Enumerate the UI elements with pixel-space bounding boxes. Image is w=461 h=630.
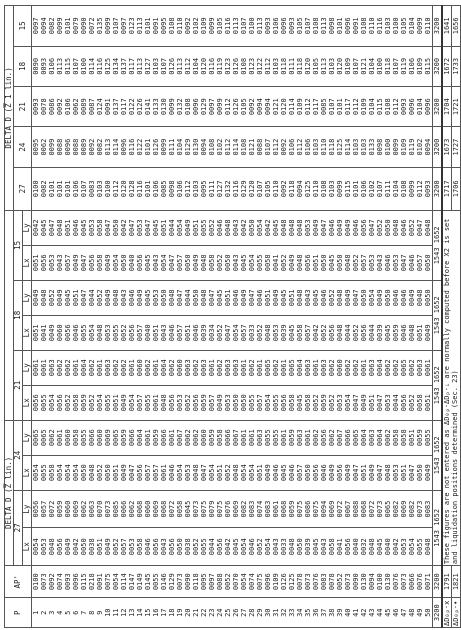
total-d15: 3200 xyxy=(433,6,443,47)
header-lx: Lx xyxy=(23,455,32,490)
bottom-d21-b: 1721 xyxy=(452,87,461,127)
total-l15: 1543 1652 xyxy=(433,210,443,280)
header-lx: Lx xyxy=(23,245,32,280)
header-21: 21 xyxy=(14,350,23,420)
row-label-dot: ΔD₀ₚ·• xyxy=(452,598,461,628)
col-l27x: 0054 0053 0048 0056 0049 0042 0050 0038 0051 0049 0052 0057 0053 0058 0046 0056 0043 0056 0050 0038 0052 0055 0044 0056 0042 0045 0054 0046 0052 0054 0043 0033 0048 0050 0039 0045 0043 0058 0041 0056 0040 0032 0048 0045 0040 0042 0053 0054 0055 0048 xyxy=(32,528,433,566)
col-ap: 0100 0073 0092 0074 0093 0096 0115 0218 0091 0075 0054 0114 0147 0149 0145 0055 0146 0129 0073 0090 0118 0095 0097 0088 0052 0070 0054 0074 0075 0096 0109 0126 0125 0078 0073 0076 0083 0078 0052 0073 0090 0130 0094 0100 0130 0076 0073 0066 0076 0071 xyxy=(32,566,433,598)
header-lx: Lx xyxy=(23,315,32,350)
header-ly: Ly xyxy=(23,350,32,385)
header-ly: Ly xyxy=(23,490,32,528)
col-l15x: 0051 0056 0053 0043 0057 0049 0047 0056 0058 0049 0054 0050 0040 0056 0045 0043 0054 0047 0057 0050 0049 0048 0058 0052 0050 0043 0045 0054 0055 0058 0041 0052 0049 0048 0056 0051 0050 0045 0050 0048 0052 0057 0053 0043 0046 0053 0047 0046 0057 0050 xyxy=(32,245,433,280)
bottom-d27-a: 1717 xyxy=(442,167,452,210)
col-l27y: 0056 0057 0072 0059 0060 0069 0062 0063 0070 0073 0085 0066 0062 0068 0060 0069 0068 0072 0058 0045 0073 0075 0079 0075 0076 0069 0082 0083 0074 0083 0061 0068 0059 0075 0086 0075 0094 0069 0072 0067 0088 0068 0072 0073 0065 0082 0069 0082 0073 0083 xyxy=(32,490,433,528)
col-l21y: 0061 0061 0063 0062 0062 0061 0064 0062 0061 0063 0062 0062 0061 0060 0062 0061 0064 0062 0060 0063 0062 0063 0061 0062 0063 0063 0061 0062 0061 0065 0062 0061 0065 0064 0063 0061 0063 0062 0060 0062 0062 0061 0063 0064 0062 0062 0065 0062 0063 0061 xyxy=(32,350,433,385)
header-d18: 18 xyxy=(14,46,32,86)
bottom-d18-b: 1733 xyxy=(452,46,461,86)
footnote: These figures are not entered as ΔD₀ₚ·ΔDₚ·ᵢ are normally computed before X2 is set and liquidation positions determined (Sec. 23) xyxy=(442,210,461,565)
total-d24: 3200 xyxy=(433,127,443,167)
header-lx: Lx xyxy=(23,385,32,420)
total-p: 3200 xyxy=(433,598,443,628)
col-l15y: 0042 0045 0047 0048 0051 0046 0045 0053 0058 0047 0050 0042 0047 0053 0047 0045 0051 0044 0054 0049 0051 0055 0052 0046 0048 0043 0042 0050 0054 0042 0045 0048 0048 0048 0053 0049 0047 0046 0049 0049 0046 0056 0047 0052 0050 0048 0046 0052 0047 0048 xyxy=(32,210,433,245)
row-label-x: ΔD₀ₚ·x xyxy=(442,598,452,628)
header-delta-d-cols: DELTA D (Z̅̅̅ 1 lin.) xyxy=(5,6,14,211)
header-ly: Ly xyxy=(23,280,32,315)
header-15: 15 xyxy=(14,210,23,280)
header-delta-d-lines: DELTA D (Z̅̅ lin.) xyxy=(5,420,14,565)
col-l21x: 0056 0055 0054 0056 0052 0058 0059 0052 0054 0055 0051 0049 0054 0057 0055 0061 0048 0056 0053 0052 0056 0059 0057 0049 0053 0050 0050 0055 0057 0054 0055 0056 0058 0045 0058 0052 0059 0052 0053 0054 0047 0049 0051 0047 0053 0044 0056 0052 0058 0051 xyxy=(32,385,433,420)
col-d21: 0093 0078 0086 0092 0106 0062 0089 0087 0124 0091 0137 0117 0122 0126 0141 0133 0130 0099 0132 0108 0096 0129 0097 0099 0112 0126 0105 0092 0094 0094 0121 0120 0114 0109 0112 0117 0085 0107 0101 0117 0112 0109 0104 0115 0108 0112 0093 0096 0104 0096 xyxy=(32,87,433,127)
col-l18y: 0049 0048 0052 0049 0045 0051 0047 0044 0052 0049 0048 0043 0046 0049 0045 0053 0050 0048 0047 0044 0050 0048 0047 0045 0051 0046 0049 0047 0046 0051 0049 0045 0051 0048 0043 0045 0046 0052 0048 0049 0047 0050 0054 0049 0050 0046 0046 0049 0048 0050 xyxy=(32,280,433,315)
header-lx: Lx xyxy=(23,528,32,566)
total-l24: 1543 1652 xyxy=(433,420,443,490)
header-18: 18 xyxy=(14,280,23,350)
total-l27: 1543 1652 xyxy=(433,490,443,565)
total-l18: 1543 1652 xyxy=(433,280,443,350)
row-val-x: 1791 xyxy=(442,566,452,598)
header-27: 27 xyxy=(14,490,23,565)
header-p: P xyxy=(5,598,32,628)
total-d27: 3200 xyxy=(433,167,443,210)
delta-d-table xyxy=(4,5,461,628)
header-24: 24 xyxy=(14,420,23,490)
header-d15: 15 xyxy=(14,6,32,47)
col-d15: 0097 0094 0082 0099 0101 0079 0090 0072 0135 0099 0107 0097 0123 0113 0101 0091 0095 0108 0110 0092 0102 0109 0099 0105 0116 0113 0107 0100 0113 0093 0106 0096 0093 0105 0107 0108 0113 0098 0101 0096 0091 0108 0110 0116 0103 0100 0105 0104 0099 0110 xyxy=(32,6,433,47)
bottom-d15-b: 1656 xyxy=(452,6,461,47)
header-d24: 24 xyxy=(14,127,32,167)
col-l18x: 0051 0041 0049 0060 0056 0046 0055 0054 0048 0053 0055 0052 0056 0057 0040 0051 0043 0046 0057 0051 0046 0039 0034 0052 0047 0054 0057 0033 0052 0048 0053 0039 0045 0058 0057 0042 0052 0056 0048 0044 0052 0056 0044 0039 0045 0059 0046 0048 0051 0049 xyxy=(32,315,433,350)
header-d27: 27 xyxy=(14,167,32,210)
col-d18: 0090 0093 0106 0113 0115 0107 0100 0114 0116 0125 0134 0137 0117 0113 0127 0103 0107 0126 0113 0112 0104 0120 0116 0119 0123 0126 0108 0123 0122 0112 0103 0118 0111 0118 0120 0105 0113 0103 0120 0109 0107 0121 0104 0100 0118 0107 0119 0106 0109 0115 xyxy=(32,46,433,86)
col-d24: 0095 0062 0099 0088 0096 0088 0089 0092 0082 0113 0114 0096 0116 0122 0101 0126 0099 0111 0104 0129 0130 0094 0108 0102 0112 0114 0108 0121 0088 0107 0112 0092 0106 0112 0106 0103 0110 0118 0125 0114 0103 0103 0133 0098 0100 0099 0109 0119 0102 0094 xyxy=(32,127,433,167)
total-l21: 1543 1652 xyxy=(433,350,443,420)
header-d21: 21 xyxy=(14,87,32,127)
row-val-dot: 1821 xyxy=(452,566,461,598)
bottom-d21-a: 1704 xyxy=(442,87,452,127)
bottom-d15-a: 1641 xyxy=(442,6,452,47)
bottom-d24-a: 1673 xyxy=(442,127,452,167)
col-p: 1 2 3 4 5 6 7 8 9 10 11 12 13 14 15 16 17 18 19 20 21 22 23 24 25 26 27 28 29 30 31 32 33 34 35 36 37 38 39 40 41 42 43 44 45 46 47 48 49 50 xyxy=(32,598,433,628)
bottom-d27-b: 1706 xyxy=(452,167,461,210)
bottom-d18-a: 1672 xyxy=(442,46,452,86)
col-d27: 0100 0082 0101 0101 0101 0106 0107 0083 0103 0100 0112 0120 0128 0116 0101 0106 0085 0098 0106 0112 0103 0095 0111 0127 0132 0116 0129 0120 0107 0105 0110 0092 0118 0094 0125 0110 0108 0103 0099 0115 0101 0106 0102 0107 0111 0104 0108 0099 0112 0093 xyxy=(32,167,433,210)
total-ap: 3200 xyxy=(433,566,443,598)
col-l24x: 0054 0055 0058 0054 0054 0054 0050 0048 0052 0050 0051 0049 0047 0056 0057 0057 0061 0046 0054 0053 0048 0047 0054 0051 0052 0048 0054 0054 0051 0049 0046 0045 0046 0057 0050 0056 0046 0049 0056 0049 0047 0051 0049 0047 0048 0053 0051 0047 0050 0049 xyxy=(32,455,433,490)
header-ly: Ly xyxy=(23,420,32,455)
header-ly: Ly xyxy=(23,210,32,245)
col-l24y: 0065 0065 0062 0061 0060 0058 0055 0066 0060 0069 0065 0059 0066 0064 0061 0059 0066 0061 0067 0062 0062 0060 0059 0058 0066 0067 0061 0061 0063 0055 0055 0061 0059 0063 0061 0062 0056 0062 0067 0066 0065 0064 0063 0064 0062 0058 0058 0051 0059 0055 xyxy=(32,420,433,455)
bottom-d24-b: 1727 xyxy=(452,127,461,167)
total-d18: 3200 xyxy=(433,46,443,86)
header-ap: AP' xyxy=(5,566,32,598)
total-d21: 3200 xyxy=(433,87,443,127)
